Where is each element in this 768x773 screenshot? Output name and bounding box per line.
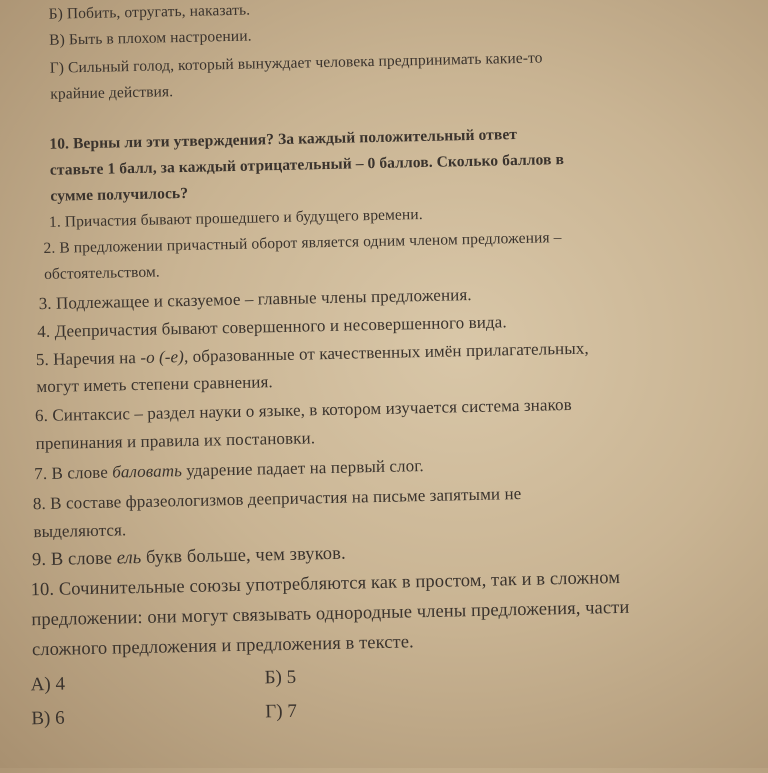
statement-5-cont: могут иметь степени сравнения. [36,372,273,397]
statement-8: 8. В составе фразеологизмов деепричастия на письме запятыми не [32,484,522,514]
statement-5-end: , образованные от качественных имён прилагательных, [183,338,589,367]
answer-option-g[interactable]: Г) 7 [265,700,298,723]
option-g-text-cont: крайние действия. [50,83,174,103]
question-title: 10. Верны ли эти утверждения? За каждый положительный ответ [49,126,518,153]
statement-6-cont: препинания и правила их постановки. [35,428,316,454]
statement-5-suffix: -о (-е) [140,347,185,367]
statement-8-cont: выделяются. [33,520,127,542]
statement-5-start: 5. Наречия на [35,347,141,370]
statement-3: 3. Подлежащее и сказуемое – главные члены предложения. [38,284,472,314]
statement-6: 6. Синтаксис – раздел науки о языке, в котором изучается система знаков [34,394,572,426]
statement-4: 4. Деепричастия бывают совершенного и несовершенного вида. [37,312,507,342]
statement-9 [32,544,346,572]
statement-10: 10. Сочинительные союзы употребляются как в простом, так и в сложном [30,567,621,601]
statement-2-cont: обстоятельством. [43,263,160,283]
answer-option-b[interactable]: Б) 5 [264,666,297,689]
question-title-end: сумме получилось? [50,184,189,205]
statement-2: 2. В предложении причастный оборот является одним членом предложения – [43,229,562,257]
option-v-text: В) Быть в плохом настроении. [49,27,252,49]
statement-5 [36,339,589,371]
statement-10-cont: предложении: они могут связывать однородные члены предложения, части [31,597,630,631]
statement-7 [34,456,424,484]
statement-9-word: ель [116,547,142,569]
statement-9-end: букв больше, чем звуков. [141,543,346,568]
statement-7-start: 7. В слове [34,462,113,484]
statement-10-end: сложного предложения и предложения в тексте. [31,632,414,661]
question-title-cont: ставьте 1 балл, за каждый отрицательный – 0 баллов. Сколько баллов в [49,151,565,179]
option-g-text: Г) Сильный голод, который вынуждает человека предпринимать какие-то [49,49,543,77]
statement-7-end: ударение падает на первый слог. [181,456,424,481]
statement-1: 1. Причастия бывают прошедшего и будущего времени. [48,206,423,231]
statement-7-word: баловать [112,461,183,482]
answer-option-v[interactable]: В) 6 [31,707,65,730]
option-b-text: Б) Побить, отругать, наказать. [48,1,251,23]
answer-option-a[interactable]: А) 4 [30,673,66,696]
statement-9-start: 9. В слове [31,548,118,571]
